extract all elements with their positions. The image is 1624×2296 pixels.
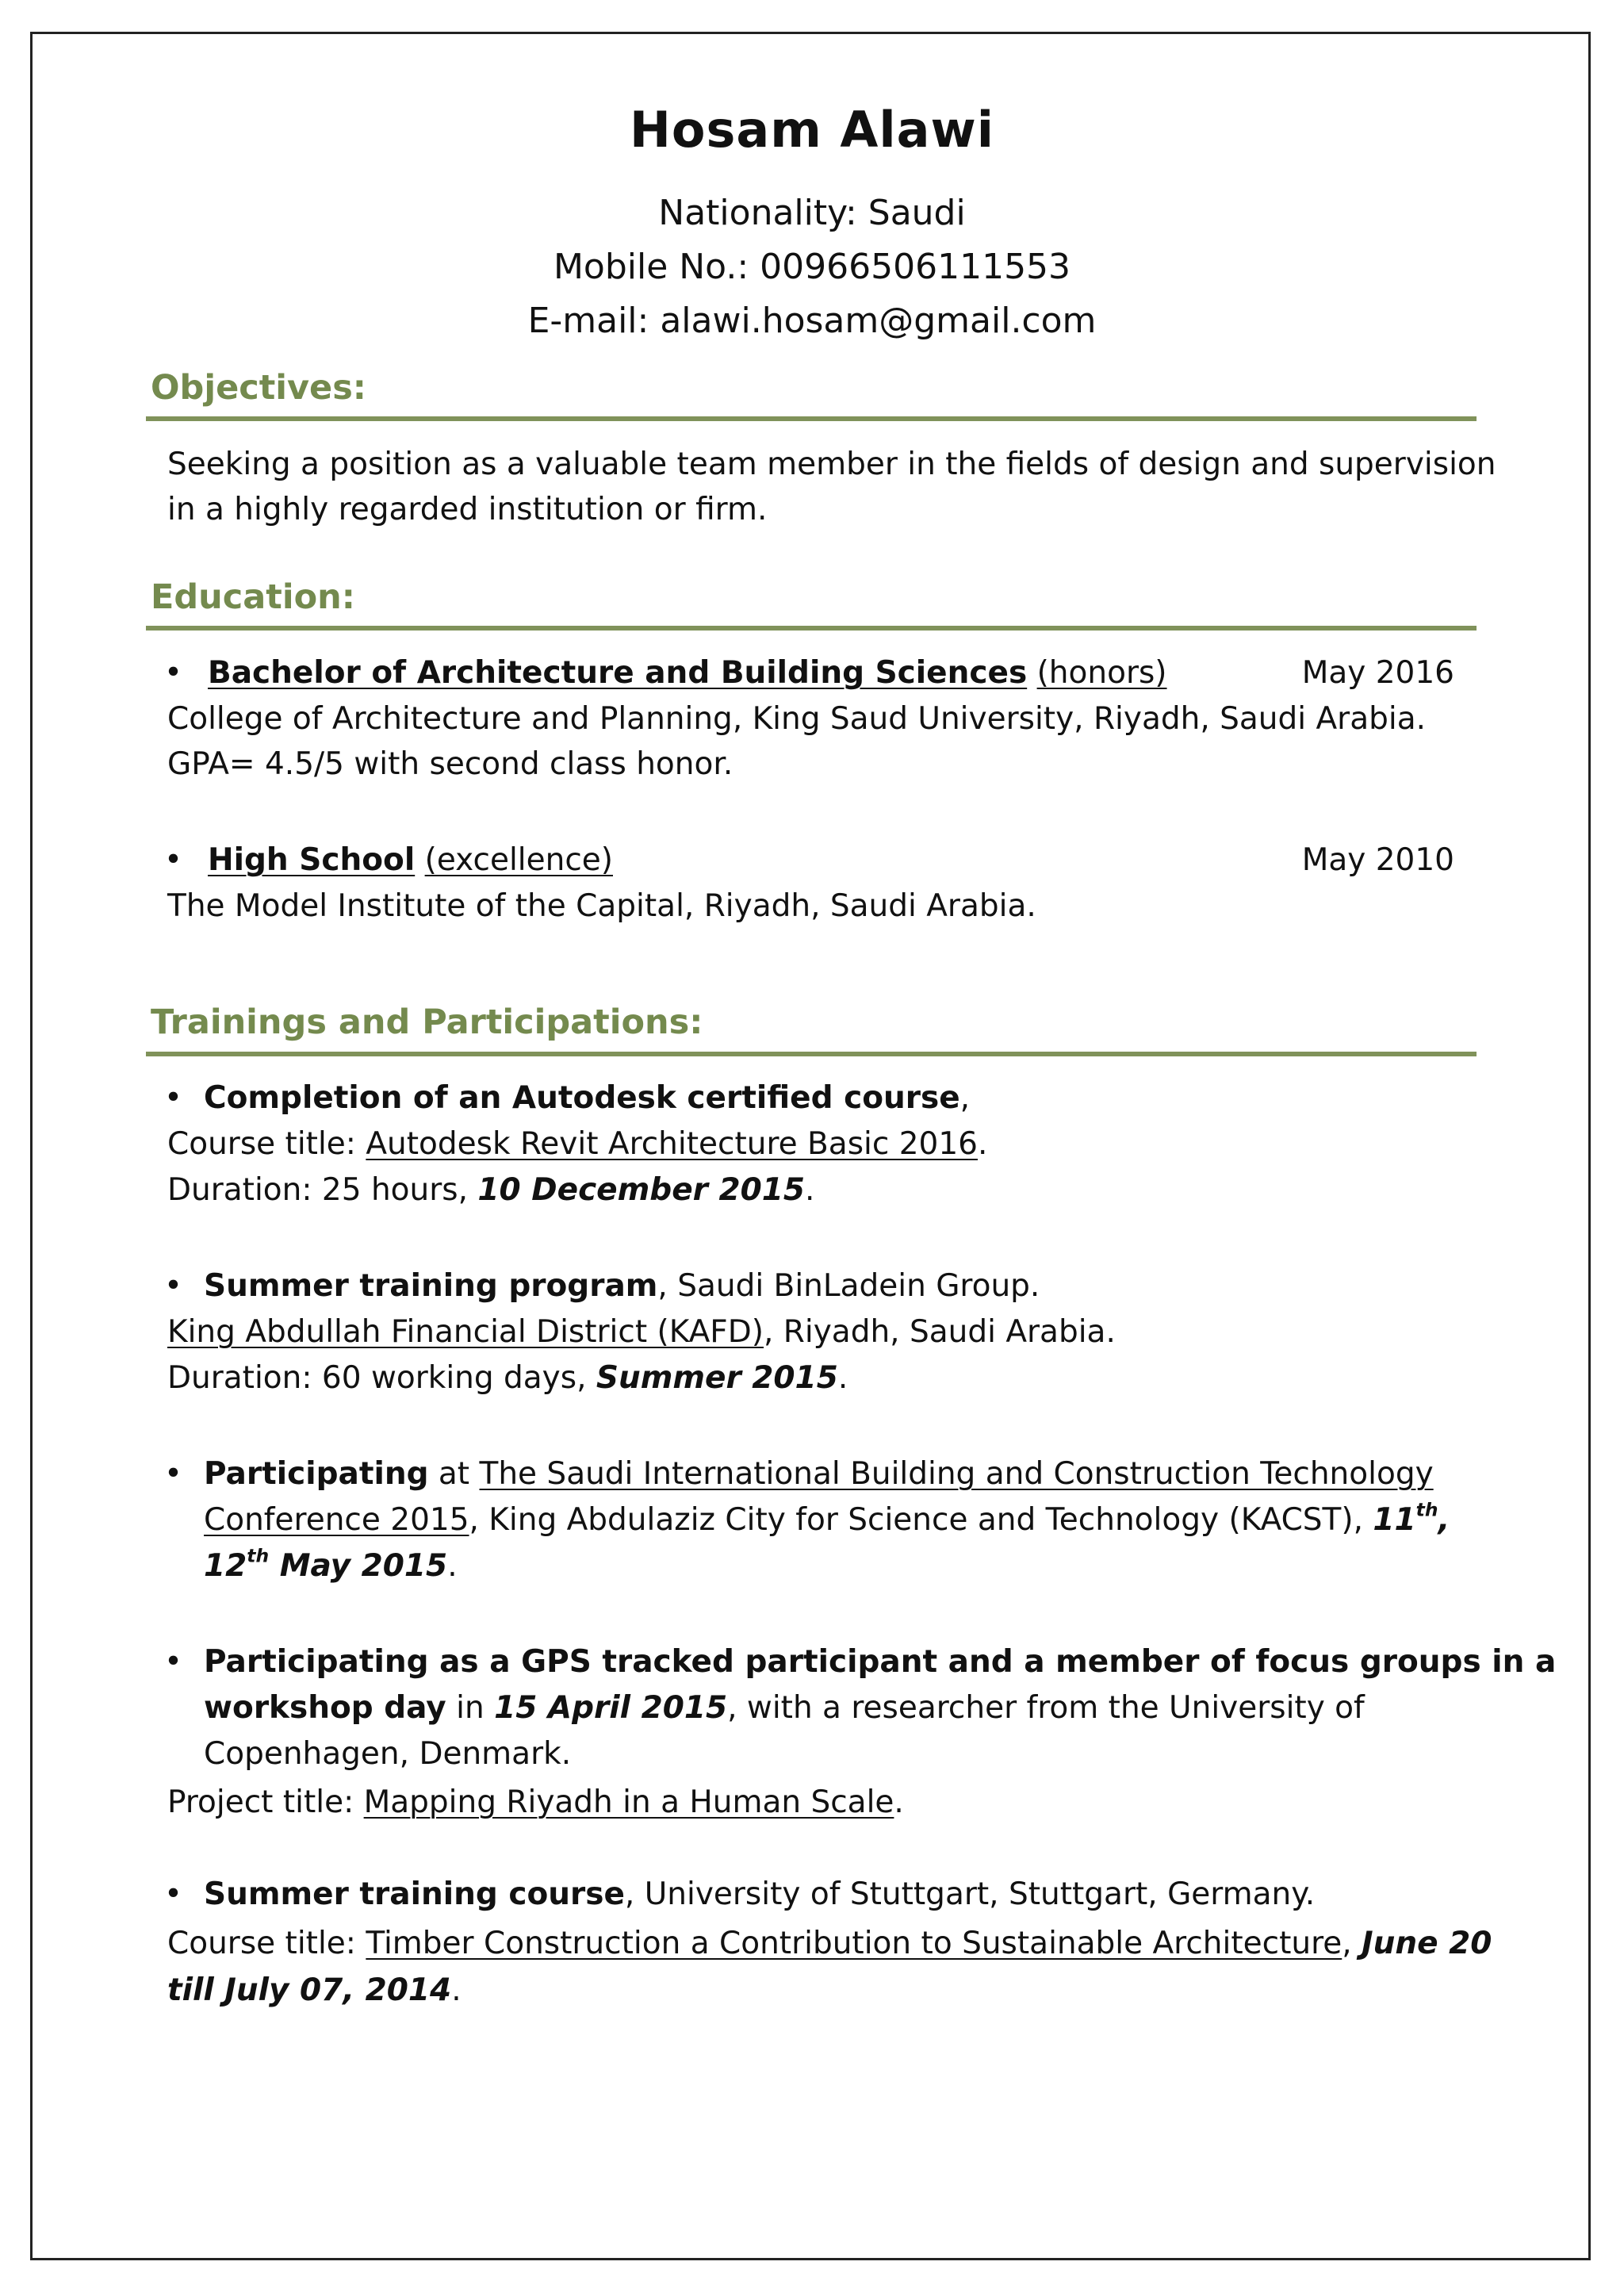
training-2-place: King Abdullah Financial District (KAFD), Riyadh, Saudi Arabia. [167,1314,1116,1350]
training-4-line-3: Copenhagen, Denmark. [204,1736,572,1772]
email-address: E-mail: alawi.hosam@gmail.com [527,301,1097,341]
training-2-title: Summer training program, Saudi BinLadein Group. [204,1268,1040,1304]
mobile-number: Mobile No.: 00966506111553 [553,247,1071,287]
training-5-date: till July 07, 2014. [167,1972,462,2008]
objectives-line-1: Seeking a position as a valuable team member in the fields of design and supervision [167,447,1496,482]
training-2-duration: Duration: 60 working days, Summer 2015. [167,1360,848,1396]
candidate-name: Hosam Alawi [629,101,994,159]
training-1-course: Course title: Autodesk Revit Architecture Basic 2016. [167,1126,988,1162]
training-5-course: Course title: Timber Construction a Contribution to Sustainable Architecture, June 20 [167,1926,1492,1961]
trainings-rule [146,1052,1477,1056]
bullet-icon: • [164,842,183,878]
training-4-line-2: workshop day in 15 April 2015, with a researcher from the University of [204,1690,1365,1726]
training-3-line-3: 12th May 2015. [204,1544,458,1584]
education-item-2-line-1: The Model Institute of the Capital, Riyadh, Saudi Arabia. [167,888,1036,924]
education-rule [146,626,1477,631]
training-4-project: Project title: Mapping Riyadh in a Human Scale. [167,1784,904,1820]
training-5-title: Summer training course, University of Stuttgart, Stuttgart, Germany. [204,1876,1316,1912]
education-item-2-title [208,842,613,878]
degree-note: (honors) [1036,655,1167,691]
training-4-line-1: Participating as a GPS tracked participant and a member of focus groups in a [204,1644,1557,1680]
training-1-duration: Duration: 25 hours, 10 December 2015. [167,1172,815,1208]
school-note: (excellence) [424,842,613,878]
training-1-title: Completion of an Autodesk certified course, [204,1080,971,1116]
bullet-icon: • [164,1876,183,1912]
bullet-icon: • [164,1268,183,1304]
objectives-heading: Objectives: [151,368,367,408]
bullet-icon: • [164,1080,183,1116]
training-3-line-2: Conference 2015, King Abdulaziz City for Science and Technology (KACST), 11th, [204,1498,1450,1538]
school-title: High School [208,842,416,878]
education-heading: Education: [151,577,355,617]
training-3-line-1: Participating at The Saudi International Building and Construction Technology [204,1456,1434,1492]
education-item-1-line-1: College of Architecture and Planning, King Saud University, Riyadh, Saudi Arabia. [167,701,1426,737]
objectives-line-2: in a highly regarded institution or firm. [167,492,768,527]
objectives-rule [146,416,1477,421]
trainings-heading: Trainings and Participations: [151,1002,703,1042]
degree-title: Bachelor of Architecture and Building Sciences [208,655,1028,691]
bullet-icon: • [164,1456,183,1492]
education-item-2-date: May 2010 [1301,842,1454,878]
education-item-1-date: May 2016 [1301,655,1454,691]
education-item-1-title [208,655,1167,691]
course-link: Autodesk Revit Architecture Basic 2016 [366,1126,978,1162]
bullet-icon: • [164,655,183,691]
nationality: Nationality: Saudi [658,193,966,233]
education-item-1-line-2: GPA= 4.5/5 with second class honor. [167,746,733,782]
bullet-icon: • [164,1644,183,1680]
